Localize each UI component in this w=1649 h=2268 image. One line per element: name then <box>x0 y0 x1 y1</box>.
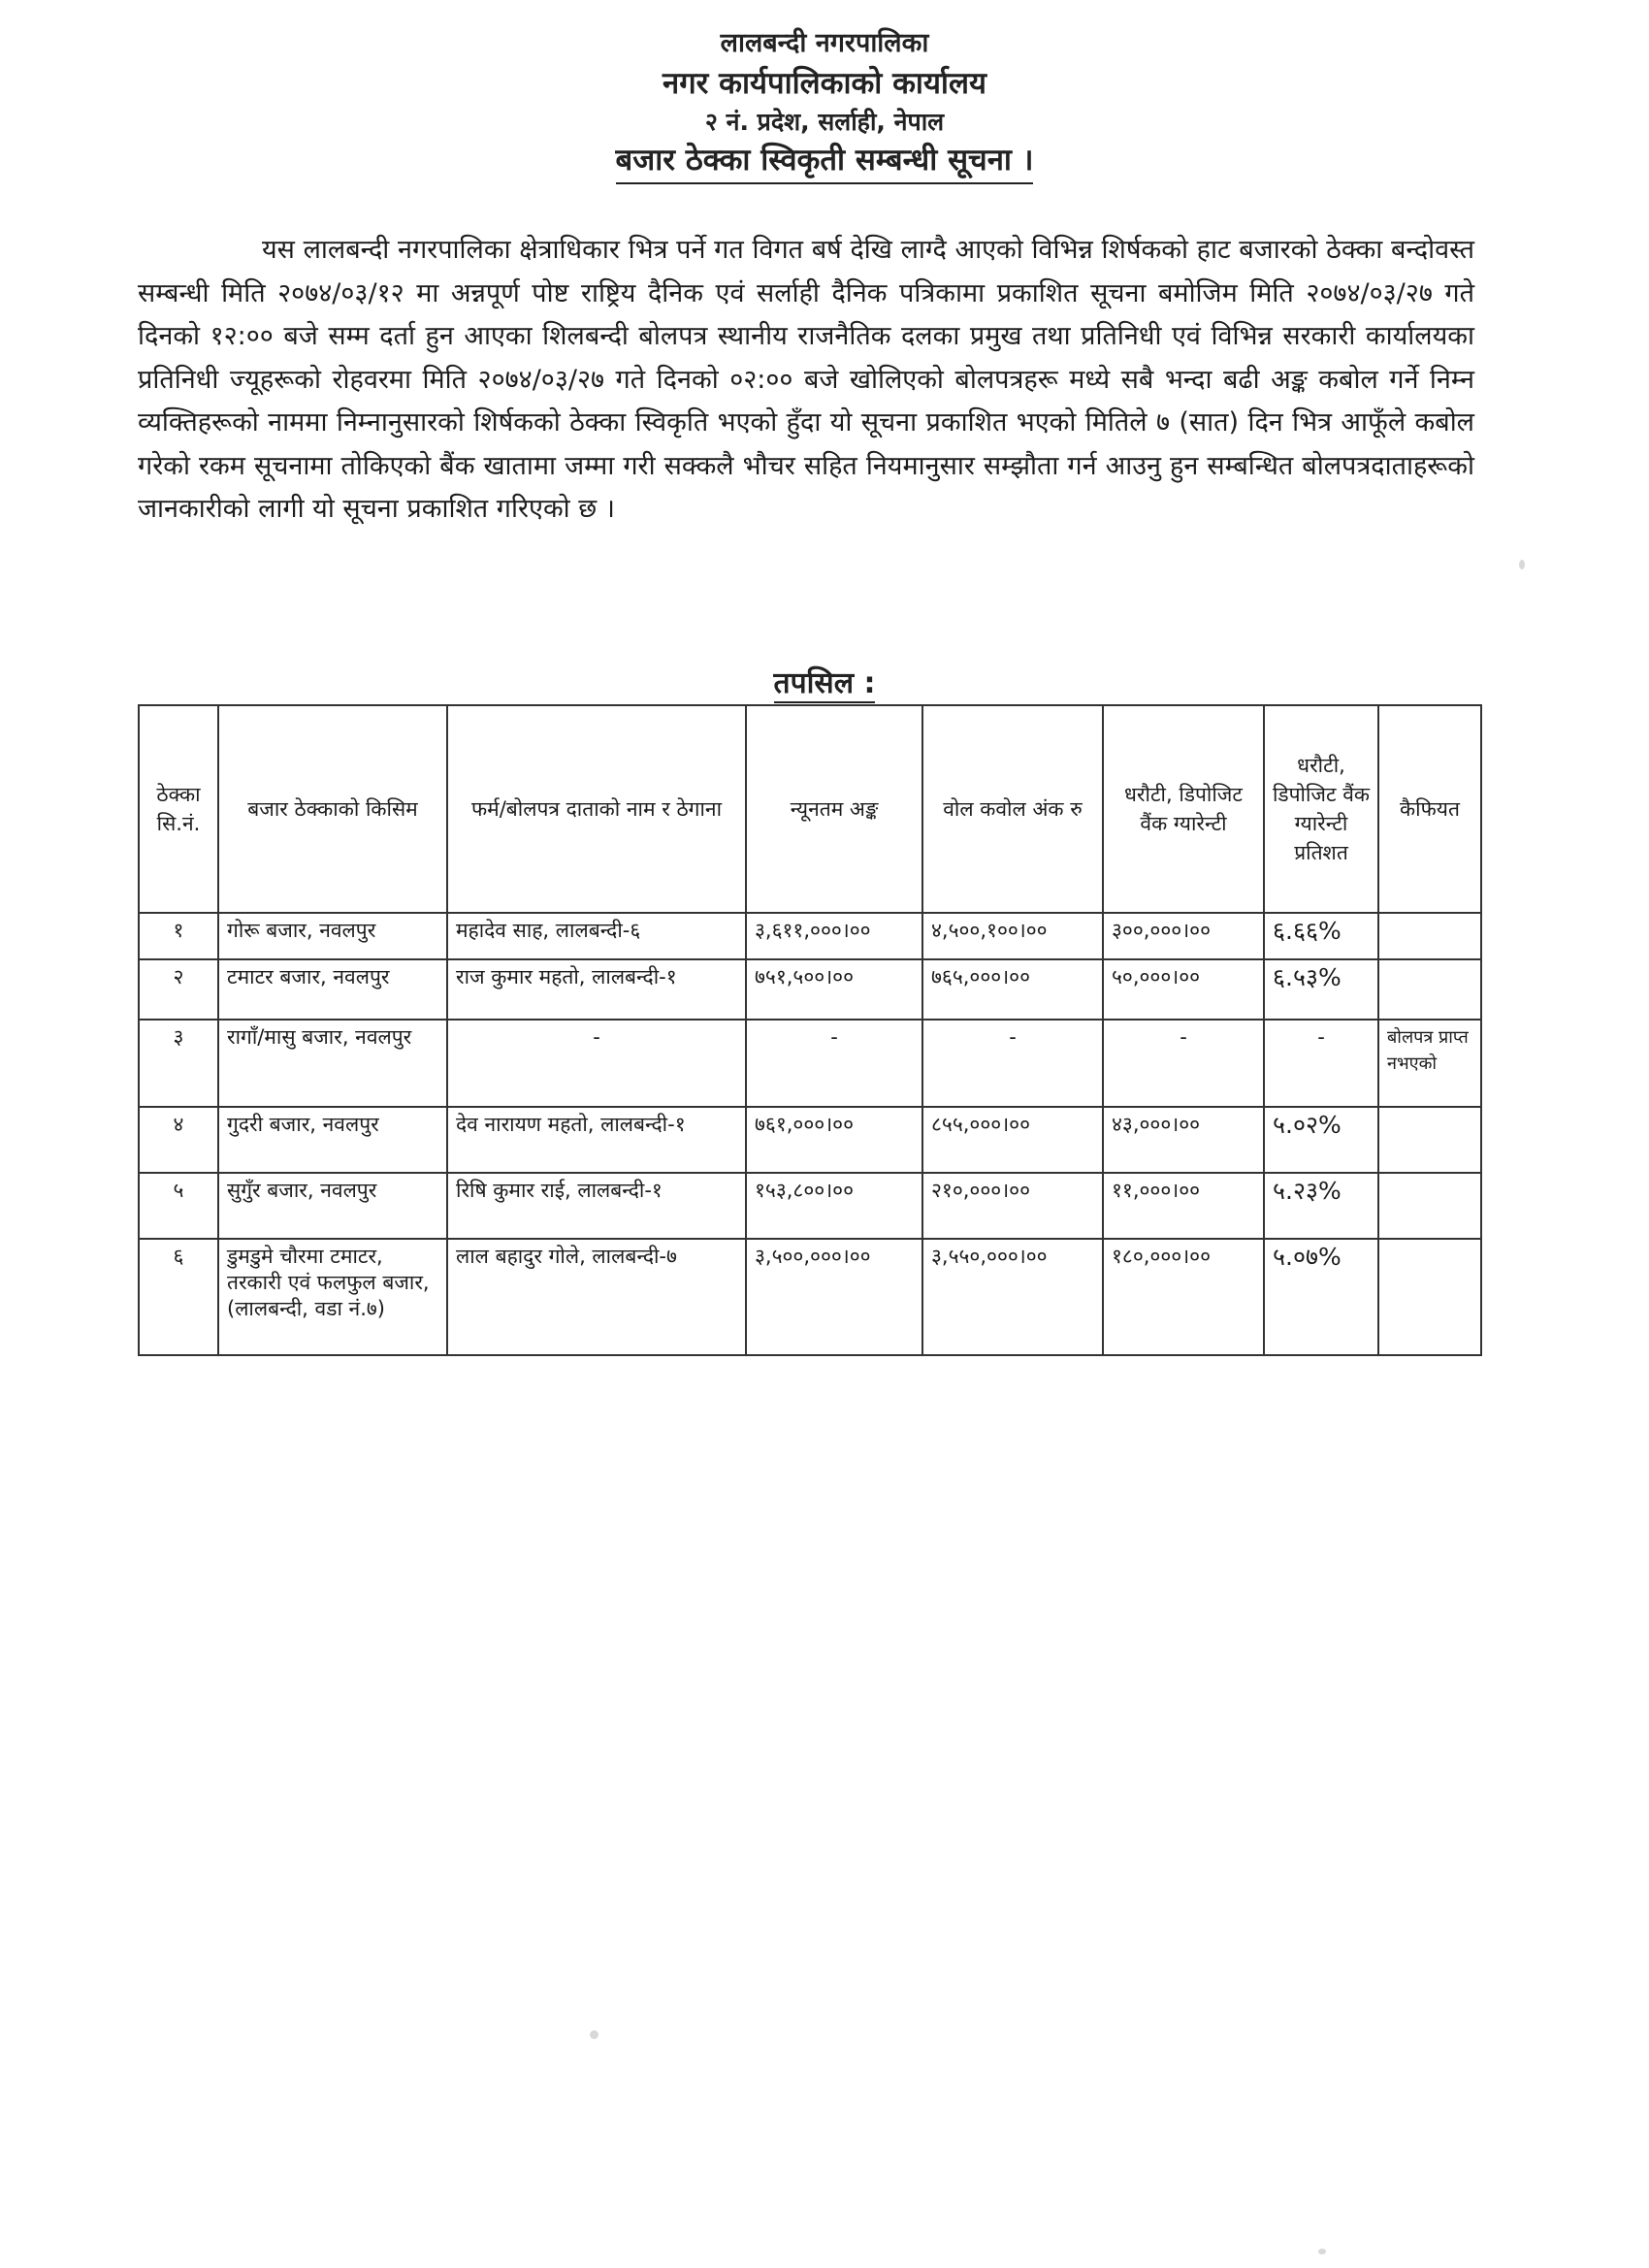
cell-deposit: ११,०००।०० <box>1103 1173 1264 1239</box>
cell-minimum: १५३,८००।०० <box>746 1173 922 1239</box>
cell-percent: ६.५३% <box>1264 959 1378 1020</box>
details-heading-label: तपसिल : <box>774 666 876 703</box>
details-heading <box>0 662 1649 701</box>
table-row <box>139 1239 1481 1355</box>
cell-market: डुमडुमे चौरमा टमाटर, तरकारी एवं फलफुल बजार, (लालबन्दी, वडा नं.७) <box>218 1239 447 1355</box>
cell-minimum: - <box>746 1020 922 1107</box>
cell-remark <box>1378 1107 1481 1173</box>
cell-bidder: महादेव साह, लालबन्दी-६ <box>447 913 746 959</box>
cell-remark: बोलपत्र प्राप्त नभएको <box>1378 1020 1481 1107</box>
cell-deposit: - <box>1103 1020 1264 1107</box>
cell-market: गोरू बजार, नवलपुर <box>218 913 447 959</box>
table-row <box>139 913 1481 959</box>
cell-market: सुगुँर बजार, नवलपुर <box>218 1173 447 1239</box>
cell-percent: ५.०७% <box>1264 1239 1378 1355</box>
header-bidder-name-address: फर्म/बोलपत्र दाताको नाम र ठेगाना <box>447 705 746 913</box>
cell-percent: ६.६६% <box>1264 913 1378 959</box>
cell-market: टमाटर बजार, नवलपुर <box>218 959 447 1020</box>
table-header-row <box>139 705 1481 913</box>
cell-bid: २१०,०००।०० <box>922 1173 1103 1239</box>
cell-remark <box>1378 959 1481 1020</box>
header-minimum-amount: न्यूनतम अङ्क <box>746 705 922 913</box>
cell-bidder: - <box>447 1020 746 1107</box>
cell-bidder: रिषि कुमार राई, लालबन्दी-१ <box>447 1173 746 1239</box>
cell-remark <box>1378 1173 1481 1239</box>
cell-serial: ६ <box>139 1239 218 1355</box>
cell-minimum: ३,५००,०००।०० <box>746 1239 922 1355</box>
contract-award-table <box>138 704 1482 1356</box>
notice-body-paragraph: यस लालबन्दी नगरपालिका क्षेत्राधिकार भित्र पर्ने गत विगत बर्ष देखि लाग्दै आएको विभिन्न शिर्षकको हाट बजारको ठेक्का बन्दोवस्त सम्बन्धी मिति २०७४/०३/१२ मा अन्नपूर्ण पोष्ट राष्ट्रिय दैनिक एवं सर्लाही दैनिक पत्रिकामा प्रकाशित सूचना बमोजिम मिति २०७४/०३/२७ गते दिनको १२:०० बजे सम्म दर्ता हुन आएका शिलबन्दी बोलपत्र स्थानीय राजनैतिक दलका प्रमुख तथा प्रतिनिधी एवं विभिन्न सरकारी कार्यालयका प्रतिनिधी ज्यूहरूको रोहवरमा मिति २०७४/०३/२७ गते दिनको ०२:०० बजे खोलिएको बोलपत्रहरू मध्ये सबै भन्दा बढी अङ्क कबोल गर्ने निम्न व्यक्तिहरूको नाममा निम्नानुसारको शिर्षकको ठेक्का स्विकृति भएको हुँदा यो सूचना प्रकाशित भएको मितिले ७ (सात) दिन भित्र आफूँले कबोल गरेको रकम सूचनामा तोकिएको बैंक खातामा जम्मा गरी सक्कलै भौचर सहित नियमानुसार सम्झौता गर्न आउनु हुन सम्बन्धित बोलपत्रदाताहरूको जानकारीको लागी यो सूचना प्रकाशित गरिएको छ । <box>138 235 1474 524</box>
table-row <box>139 1173 1481 1239</box>
table-row <box>139 1020 1481 1107</box>
scan-speck <box>590 2030 598 2039</box>
cell-deposit: ४३,०००।०० <box>1103 1107 1264 1173</box>
office-address: २ नं. प्रदेश, सर्लाही, नेपाल <box>704 108 945 136</box>
cell-deposit: १८०,०००।०० <box>1103 1239 1264 1355</box>
table-row <box>139 1107 1481 1173</box>
header-deposit-percent: धरौटी, डिपोजिट वैंक ग्यारेन्टी प्रतिशत <box>1264 705 1378 913</box>
header-remarks: कैफियत <box>1378 705 1481 913</box>
cell-serial: ४ <box>139 1107 218 1173</box>
cell-bidder: लाल बहादुर गोले, लालबन्दी-७ <box>447 1239 746 1355</box>
municipality-name: लालबन्दी नगरपालिका <box>720 28 929 58</box>
cell-bid: ७६५,०००।०० <box>922 959 1103 1020</box>
scan-speck <box>1519 560 1525 569</box>
cell-percent: - <box>1264 1020 1378 1107</box>
table-row <box>139 959 1481 1020</box>
cell-market: रागाँ/मासु बजार, नवलपुर <box>218 1020 447 1107</box>
cell-bid: ४,५००,१००।०० <box>922 913 1103 959</box>
cell-remark <box>1378 913 1481 959</box>
header-deposit-guarantee: धरौटी, डिपोजिट वैंक ग्यारेन्टी <box>1103 705 1264 913</box>
cell-percent: ५.०२% <box>1264 1107 1378 1173</box>
cell-serial: ३ <box>139 1020 218 1107</box>
header-bid-amount: वोल कवोल अंक रु <box>922 705 1103 913</box>
office-name: नगर कार्यपालिकाको कार्यालय <box>663 66 986 101</box>
cell-serial: २ <box>139 959 218 1020</box>
cell-serial: ५ <box>139 1173 218 1239</box>
cell-bid: - <box>922 1020 1103 1107</box>
notice-title: बजार ठेक्का स्विकृती सम्बन्धी सूचना । <box>616 140 1034 184</box>
cell-deposit: ३००,०००।०० <box>1103 913 1264 959</box>
scan-speck <box>1318 2249 1326 2254</box>
cell-minimum: ३,६११,०००।०० <box>746 913 922 959</box>
cell-bidder: देव नारायण महतो, लालबन्दी-१ <box>447 1107 746 1173</box>
header-market-type: बजार ठेक्काको किसिम <box>218 705 447 913</box>
cell-serial: १ <box>139 913 218 959</box>
cell-minimum: ७६१,०००।०० <box>746 1107 922 1173</box>
header-serial-number: ठेक्का सि.नं. <box>139 705 218 913</box>
cell-minimum: ७५१,५००।०० <box>746 959 922 1020</box>
cell-bidder: राज कुमार महतो, लालबन्दी-१ <box>447 959 746 1020</box>
cell-market: गुदरी बजार, नवलपुर <box>218 1107 447 1173</box>
cell-bid: ३,५५०,०००।०० <box>922 1239 1103 1355</box>
cell-remark <box>1378 1239 1481 1355</box>
cell-percent: ५.२३% <box>1264 1173 1378 1239</box>
cell-bid: ८५५,०००।०० <box>922 1107 1103 1173</box>
notice-header <box>0 25 1649 184</box>
cell-deposit: ५०,०००।०० <box>1103 959 1264 1020</box>
